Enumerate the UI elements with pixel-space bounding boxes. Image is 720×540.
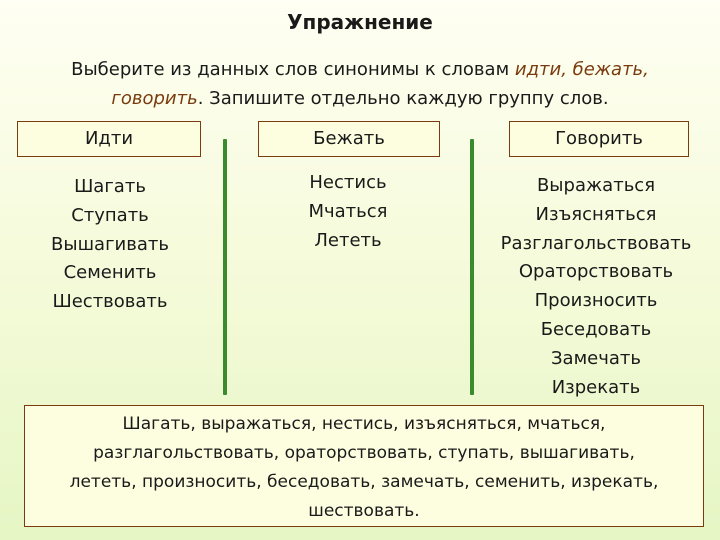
column-header-govorit: Говорить xyxy=(509,121,689,157)
summary-line: разглагольствовать, ораторствовать, ступать, вышагивать, xyxy=(93,443,635,463)
task-text xyxy=(10,55,710,113)
summary-line: Шагать, выражаться, нестись, изъясняться, мчаться, xyxy=(122,414,606,434)
slide-title: Упражнение xyxy=(287,10,433,34)
task-highlight-words: идти, бежать, xyxy=(514,59,649,80)
word-item: Беседовать xyxy=(540,318,652,340)
task-lead: Выберите из данных слов синонимы к словам xyxy=(71,59,515,80)
summary-box xyxy=(24,405,704,527)
word-item: Мчаться xyxy=(308,200,388,222)
word-item: Вышагивать xyxy=(51,233,169,255)
word-item: Разглагольствовать xyxy=(500,232,692,254)
task-highlight-word-govorit: говорить xyxy=(111,88,198,109)
word-item: Шествовать xyxy=(52,291,168,313)
column-divider-left xyxy=(223,139,227,395)
word-list-bezhat xyxy=(248,169,448,255)
word-item: Ораторствовать xyxy=(518,261,674,283)
summary-line: шествовать. xyxy=(308,501,420,521)
task-tail: . Запишите отдельно каждую группу слов. xyxy=(197,88,609,109)
word-item: Изрекать xyxy=(551,376,641,398)
word-item: Произносить xyxy=(534,290,658,312)
word-item: Ступать xyxy=(71,204,149,226)
word-list-idti xyxy=(10,173,210,317)
word-item: Изъясняться xyxy=(535,203,657,225)
word-item: Шагать xyxy=(74,176,146,197)
word-list-govorit xyxy=(470,172,720,402)
column-header-bezhat: Бежать xyxy=(258,121,440,157)
column-header-idti: Идти xyxy=(17,121,201,157)
word-item: Семенить xyxy=(63,262,157,284)
word-item: Нестись xyxy=(309,172,387,193)
word-item: Выражаться xyxy=(536,175,656,196)
summary-line: лететь, произносить, беседовать, замечать, семенить, изрекать, xyxy=(69,472,659,492)
word-item: Лететь xyxy=(314,229,382,251)
word-item: Замечать xyxy=(551,347,641,369)
